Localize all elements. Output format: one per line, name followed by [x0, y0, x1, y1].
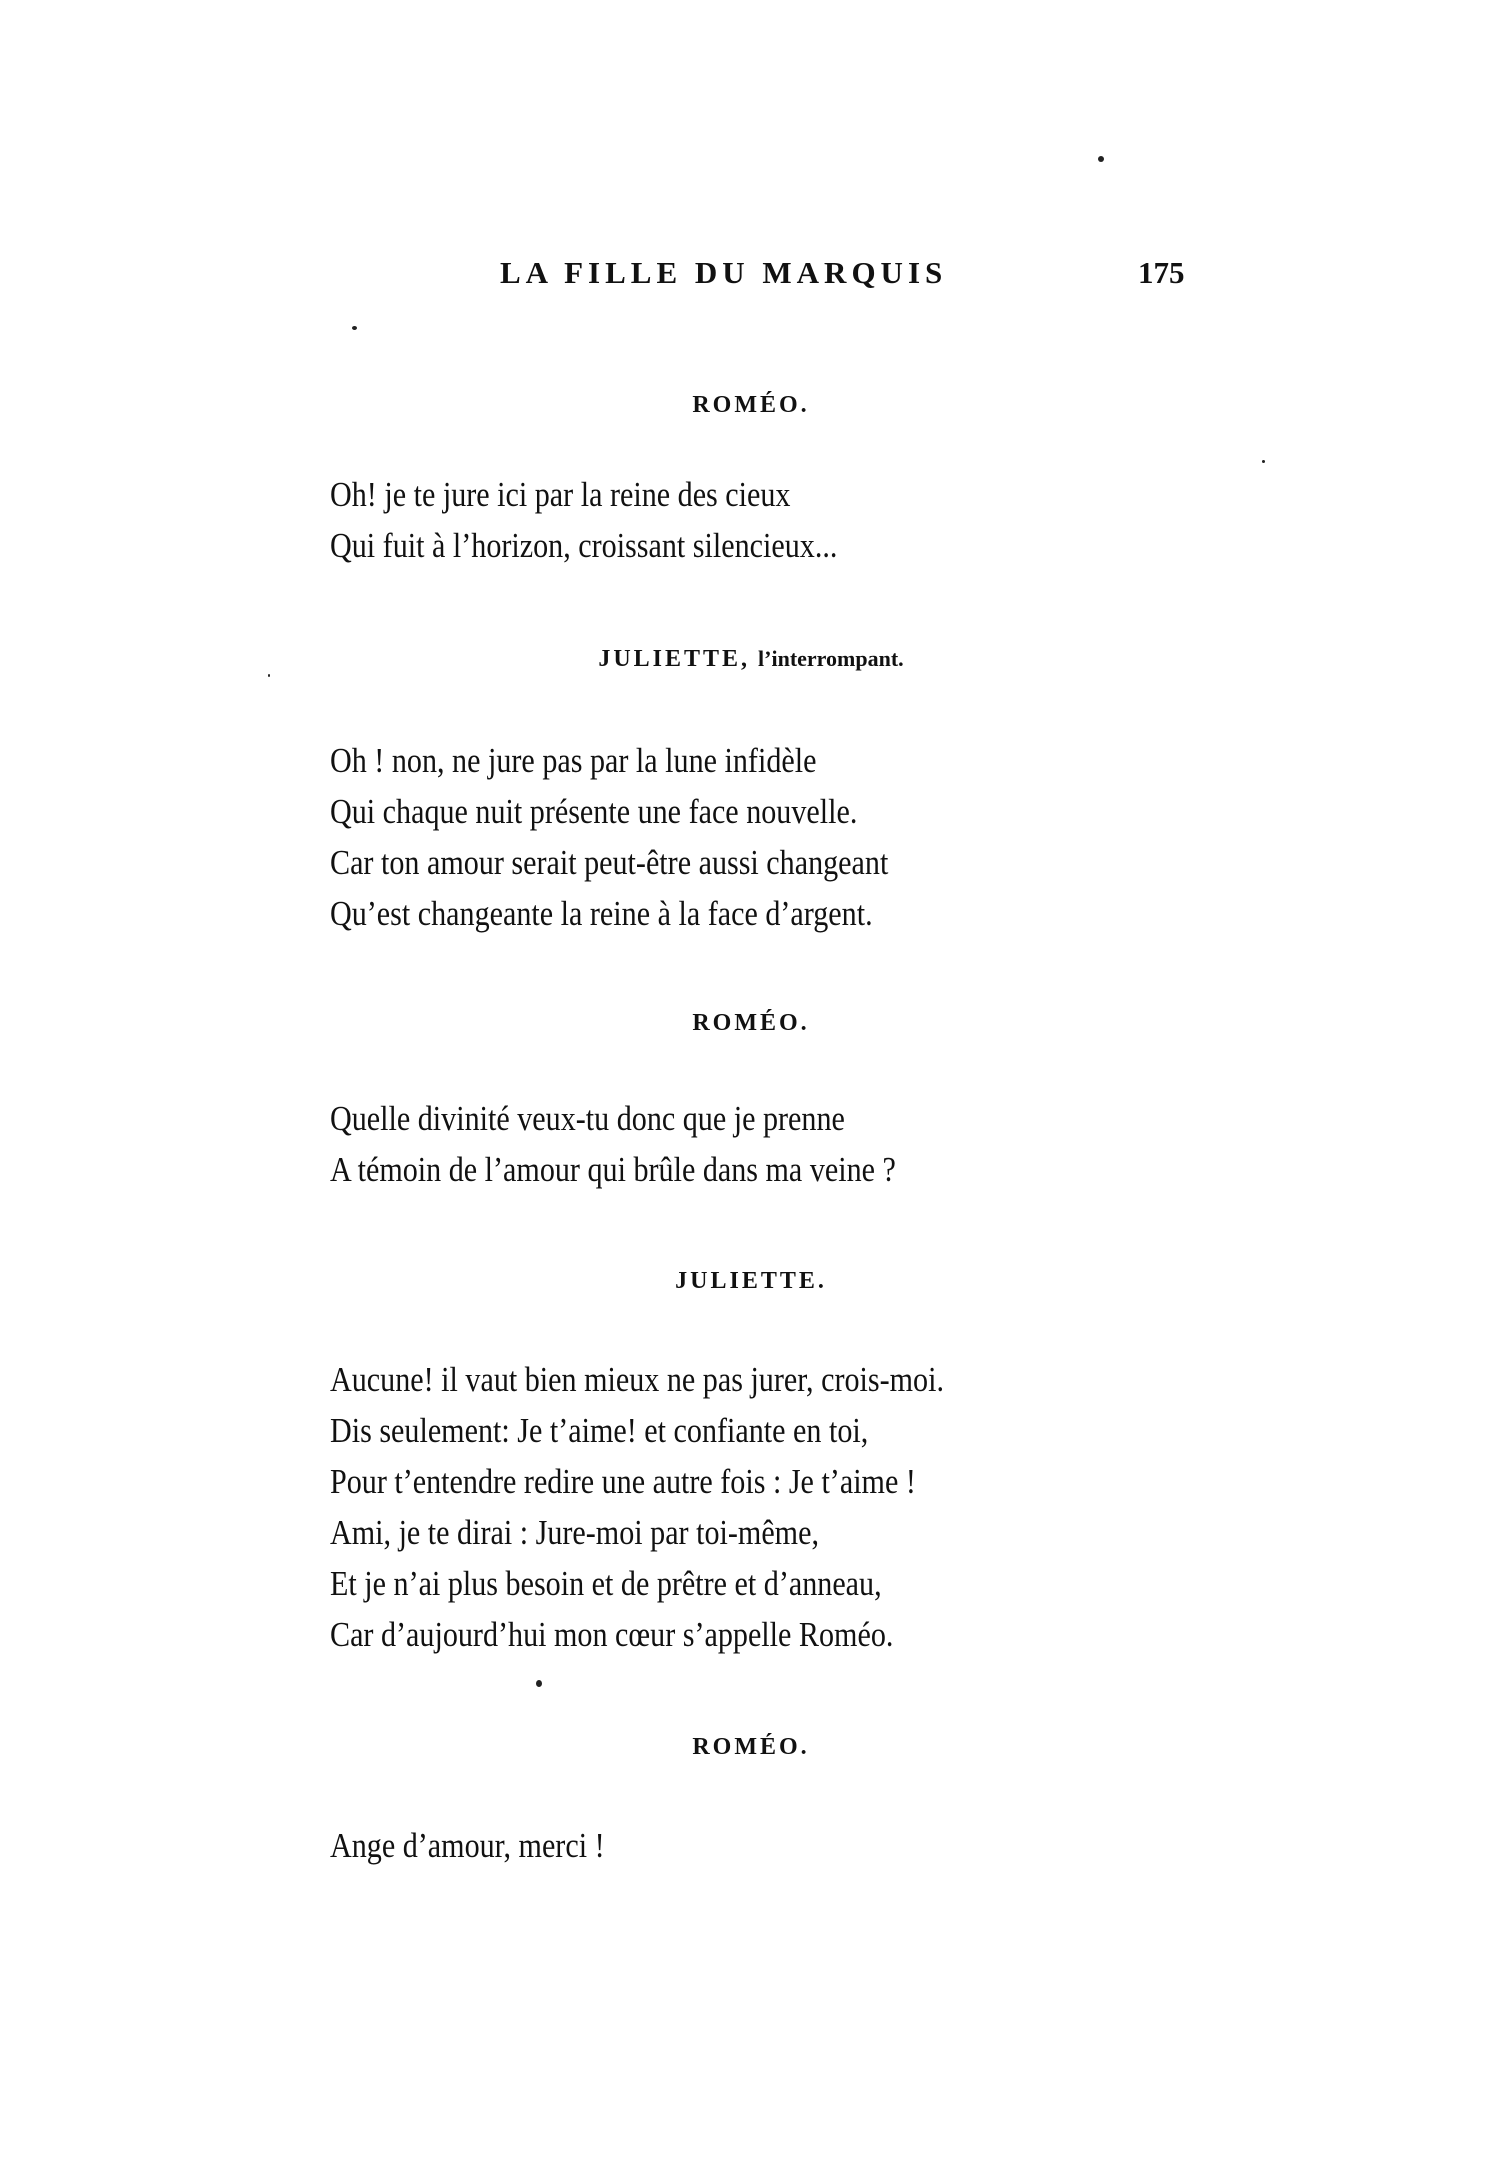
speaker-name: JULIETTE.	[675, 1268, 827, 1294]
speaker-heading	[0, 1010, 1502, 1037]
verse-line: Qui chaque nuit présente une face nouvelle.	[330, 792, 858, 831]
verse-line: A témoin de l’amour qui brûle dans ma veine ?	[330, 1150, 896, 1189]
running-head	[0, 255, 1502, 305]
speaker-heading	[0, 392, 1502, 419]
running-title: LA FILLE DU MARQUIS	[500, 255, 948, 290]
verse-stanza	[330, 1093, 1330, 1195]
verse-line: Car ton amour serait peut-être aussi changeant	[330, 843, 889, 882]
speaker-name: ROMÉO.	[692, 1734, 810, 1760]
verse-line: Aucune! il vaut bien mieux ne pas jurer, crois-moi.	[330, 1360, 944, 1399]
speaker-heading	[0, 646, 1502, 673]
verse-line: Dis seulement: Je t’aime! et confiante en toi,	[330, 1411, 869, 1450]
print-speck	[1098, 156, 1104, 162]
print-speck	[536, 1680, 542, 1687]
speaker-name: ROMÉO.	[692, 1010, 810, 1036]
verse-line: Oh ! non, ne jure pas par la lune infidèle	[330, 741, 817, 780]
stage-direction: l’interrompant.	[758, 646, 904, 671]
verse-line: Ami, je te dirai : Jure-moi par toi-même,	[330, 1513, 819, 1552]
verse-stanza	[330, 1820, 1330, 1871]
verse-line: Pour t’entendre redire une autre fois : Je t’aime !	[330, 1462, 916, 1501]
verse-line: Qui fuit à l’horizon, croissant silencieux...	[330, 526, 838, 565]
verse-line: Oh! je te jure ici par la reine des cieux	[330, 475, 791, 514]
verse-line: Et je n’ai plus besoin et de prêtre et d’anneau,	[330, 1564, 882, 1603]
speaker-heading	[0, 1734, 1502, 1761]
speaker-heading	[0, 1268, 1502, 1295]
verse-stanza	[330, 1354, 1330, 1660]
print-speck	[268, 674, 270, 677]
speaker-name: JULIETTE,	[598, 646, 751, 672]
verse-stanza	[330, 469, 1330, 571]
speaker-name: ROMÉO.	[692, 392, 810, 418]
verse-line: Car d’aujourd’hui mon cœur s’appelle Roméo.	[330, 1615, 894, 1654]
print-speck	[1262, 460, 1265, 463]
verse-stanza	[330, 735, 1330, 939]
page-number: 175	[1138, 255, 1185, 290]
verse-line: Qu’est changeante la reine à la face d’argent.	[330, 894, 873, 933]
verse-line: Ange d’amour, merci !	[330, 1826, 605, 1865]
print-speck	[352, 326, 357, 330]
verse-line: Quelle divinité veux-tu donc que je prenne	[330, 1099, 845, 1138]
